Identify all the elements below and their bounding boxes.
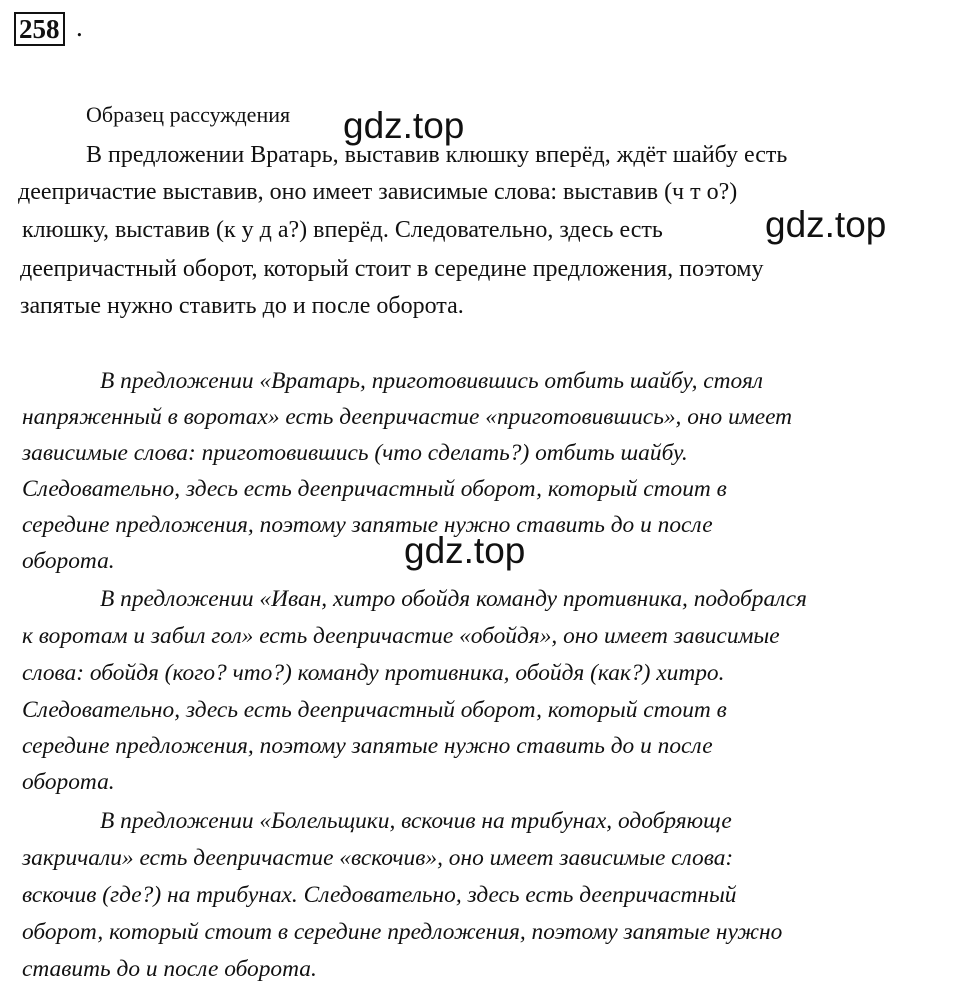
answer-line: середине предложения, поэтому запятые нужно ставить до и после — [22, 512, 713, 538]
watermark: gdz.top — [343, 105, 465, 146]
answer-line: закричали» есть деепричастие «вскочив», оно имеет зависимые слова: — [22, 845, 734, 871]
answer-line: оборота. — [22, 548, 115, 574]
answer-line: В предложении «Болельщики, вскочив на трибунах, одобряюще — [100, 808, 732, 834]
answer-line: зависимые слова: приготовившись (что сделать?) отбить шайбу. — [22, 440, 688, 466]
exercise-number: 258 — [14, 12, 65, 46]
sample-line: В предложении Вратарь, выставив клюшку вперёд, ждёт шайбу есть — [86, 142, 788, 168]
answer-line: В предложении «Вратарь, приготовившись отбить шайбу, стоял — [100, 368, 764, 394]
sample-line: клюшку, выставив (к у д а?) вперёд. Следовательно, здесь есть — [22, 217, 663, 243]
answer-line: Следовательно, здесь есть деепричастный оборот, который стоит в — [22, 476, 727, 502]
watermark: gdz.top — [765, 204, 887, 245]
exercise-number-dot: . — [76, 12, 83, 42]
sample-line: деепричастный оборот, который стоит в середине предложения, поэтому — [20, 256, 764, 282]
sample-line: запятые нужно ставить до и после оборота. — [20, 293, 464, 319]
answer-line: оборот, который стоит в середине предложения, поэтому запятые нужно — [22, 919, 783, 945]
answer-line: к воротам и забил гол» есть деепричастие «обойдя», оно имеет зависимые — [22, 623, 780, 649]
answer-line: Следовательно, здесь есть деепричастный оборот, который стоит в — [22, 697, 727, 723]
answer-line: вскочив (где?) на трибунах. Следовательно, здесь есть деепричастный — [22, 882, 737, 908]
answer-line: слова: обойдя (кого? что?) команду противника, обойдя (как?) хитро. — [22, 660, 725, 686]
answer-line: оборота. — [22, 769, 115, 795]
answer-line: середине предложения, поэтому запятые нужно ставить до и после — [22, 733, 713, 759]
sample-line: деепричастие выставив, оно имеет зависимые слова: выставив (ч т о?) — [18, 179, 738, 205]
answer-line: В предложении «Иван, хитро обойдя команду противника, подобрался — [100, 586, 807, 612]
answer-line: ставить до и после оборота. — [22, 956, 317, 982]
watermark: gdz.top — [404, 530, 526, 571]
sample-heading: Образец рассуждения — [86, 102, 291, 127]
answer-line: напряженный в воротах» есть деепричастие «приготовившись», оно имеет — [22, 404, 793, 430]
